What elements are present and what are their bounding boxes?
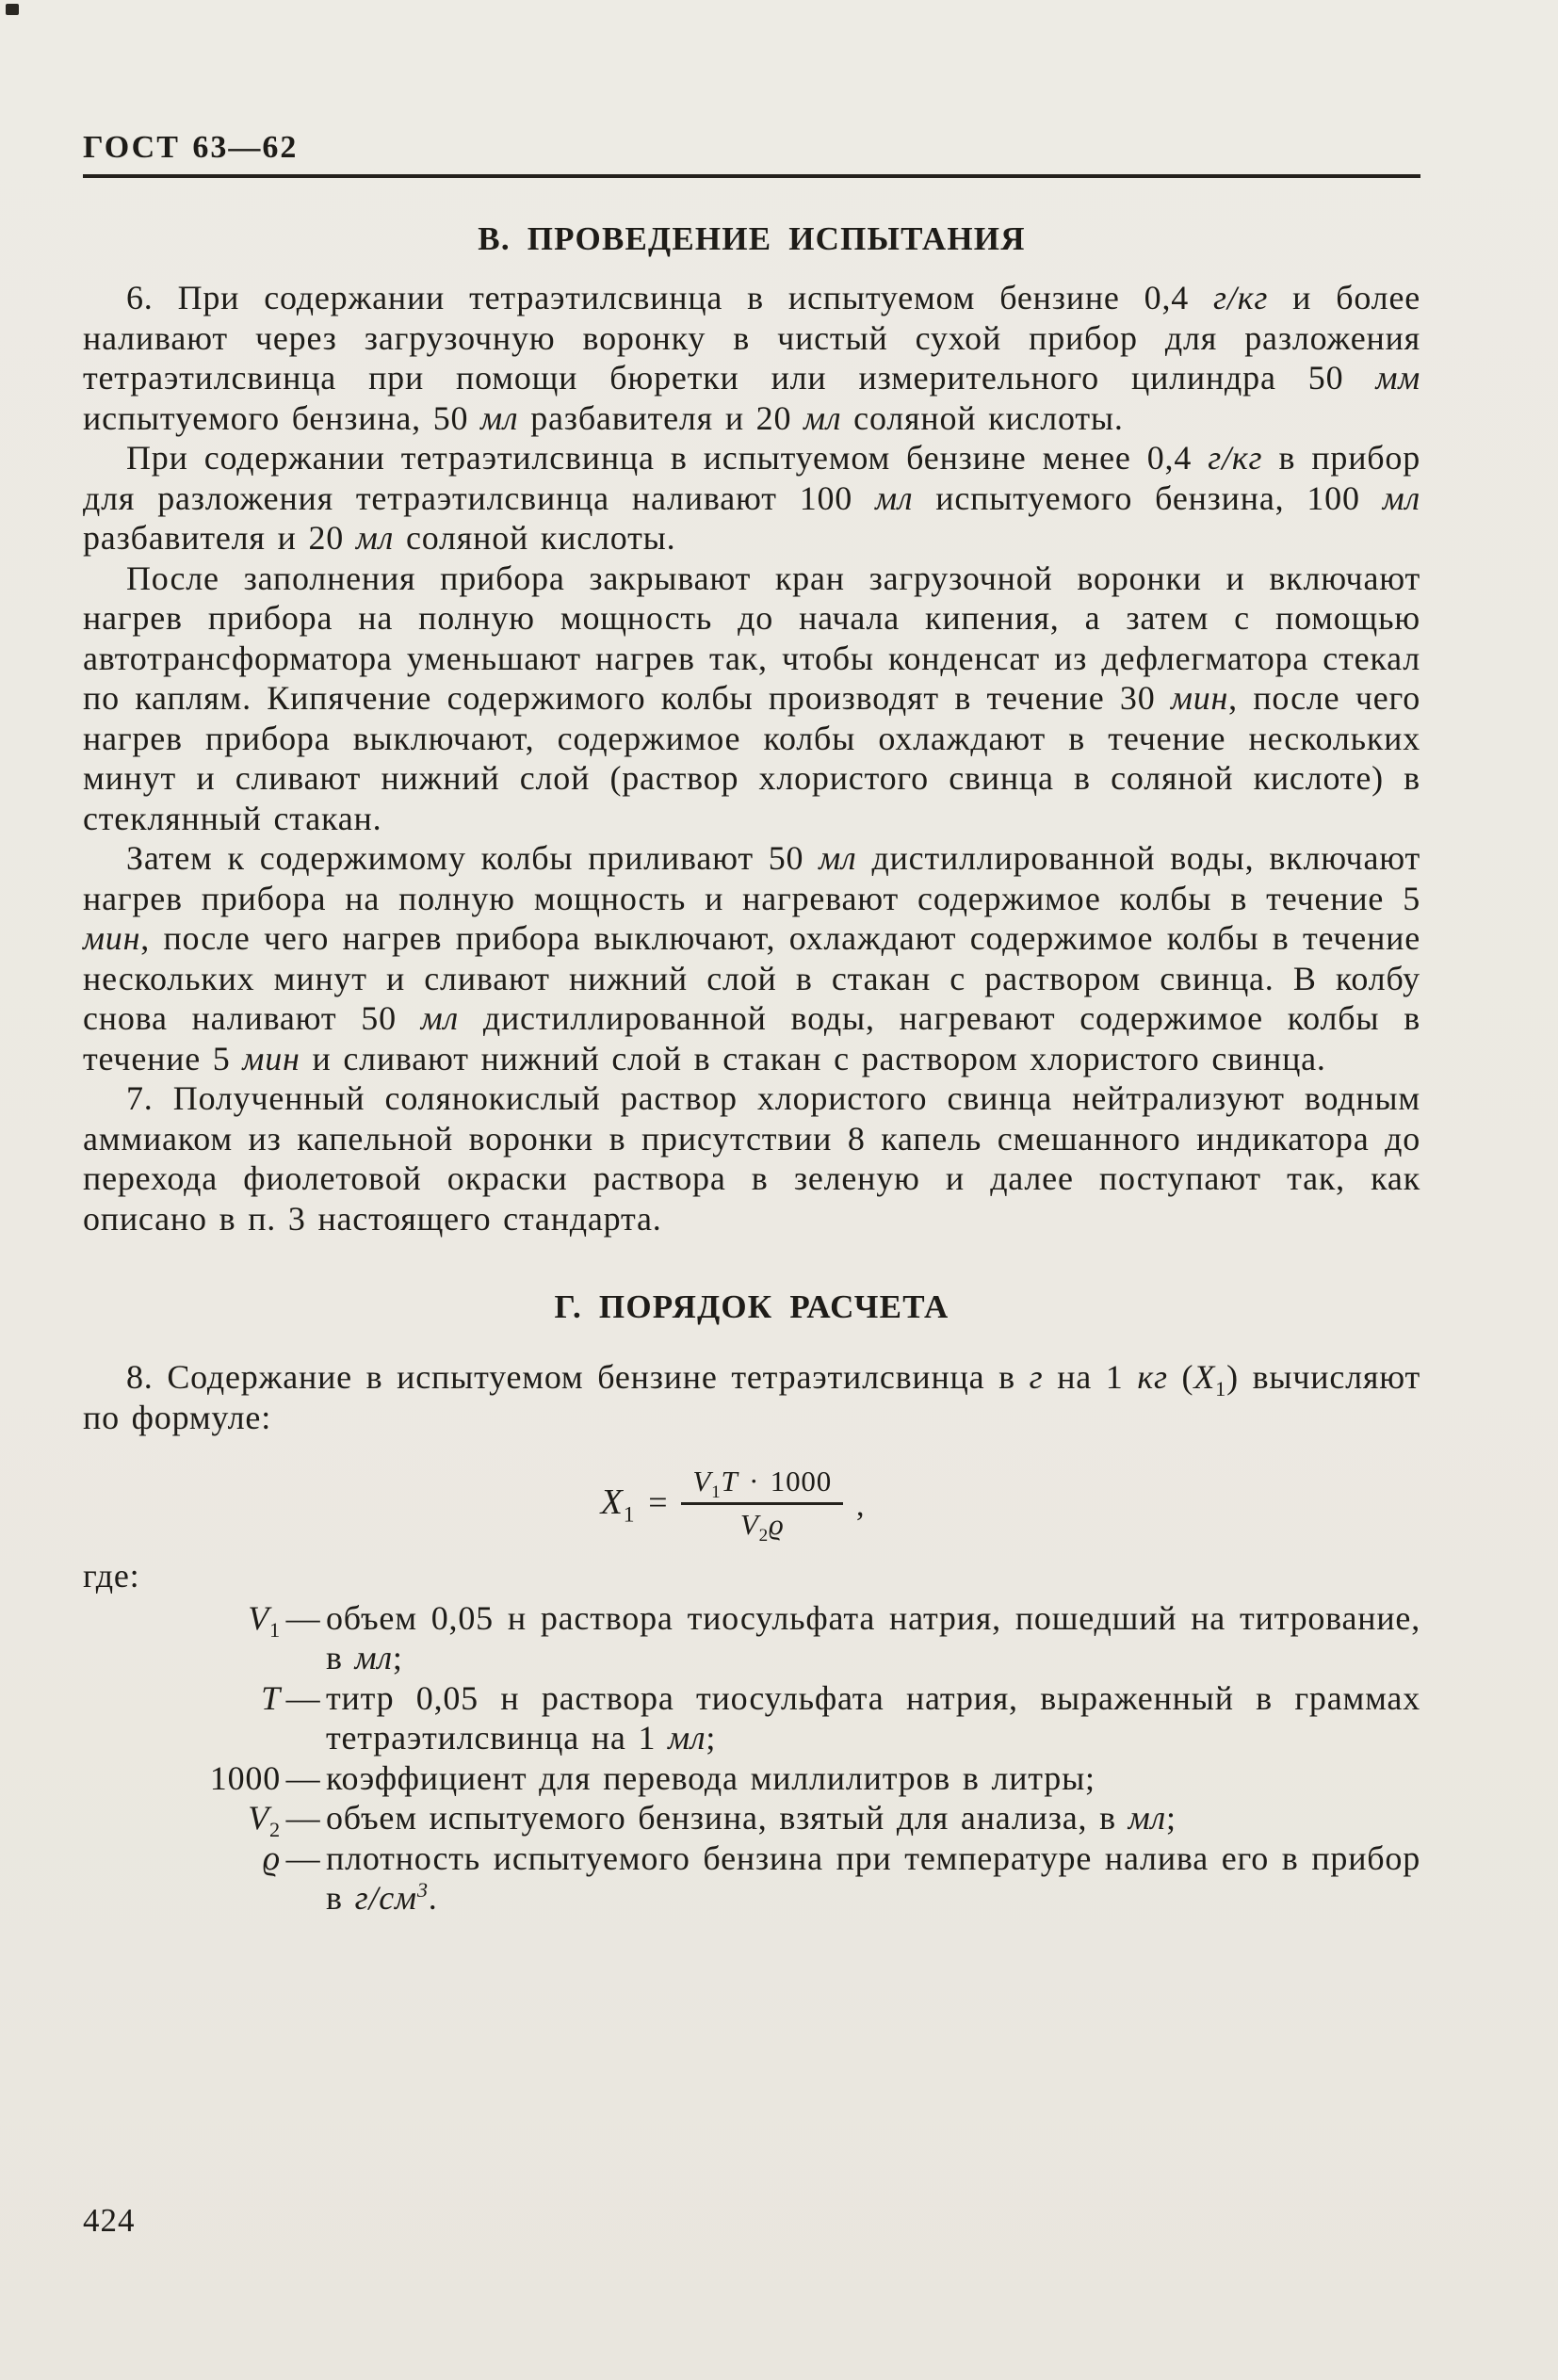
paragraph-7: 7. Полученный солянокислый раствор хлористого свинца нейтрализуют водным аммиаком из капельной воронки в присутствии 8 капель смешанного индикатора до перехода фиолетовой окраски раствора в зеленую и далее поступают так, как описано в п. 3 настоящего стандарта. — [83, 1079, 1420, 1238]
standard-number: ГОСТ 63—62 — [83, 130, 299, 165]
paragraph-8-intro: 8. Содержание в испытуемом бензине тетраэтилсвинца в г на 1 кг $(X_1)$ вычисляют по формуле: — [83, 1358, 1421, 1436]
paragraph-6: 6. При содержании тетраэтилсвинца в испытуемом бензине 0,4 г/кг и более наливают через загрузочную воронку в чистый сухой прибор для разложения тетраэтилсвинца при помощи бюретки или измерительного цилиндра 50 мм испытуемого бензина, 50 мл разбавителя и 20 мл соляной кислоты. — [83, 279, 1420, 437]
definition-term: 1000 — [209, 1758, 281, 1797]
definition-dash: — — [285, 1598, 321, 1637]
definition-term: $V_2$ — [248, 1799, 281, 1842]
formula-denominator: $V_2ϱ$ — [739, 1508, 785, 1546]
definition-row-1000 — [83, 1758, 1420, 1799]
formula-equals-sign: = — [648, 1483, 669, 1522]
definition-dash: — — [285, 1799, 321, 1838]
definition-row-t — [83, 1678, 1420, 1758]
section-g-heading: Г. ПОРЯДОК РАСЧЕТА — [554, 1288, 949, 1325]
definition-row-v1 — [83, 1598, 1420, 1678]
definition-dash: — — [285, 1678, 321, 1717]
scan-artifact — [6, 4, 19, 15]
definition-text: плотность испытуемого бензина при температуре налива его в прибор в $г/см^3$. — [326, 1838, 1420, 1918]
definitions-list — [83, 1598, 1420, 1919]
definition-text: титр 0,05 н раствора тиосульфата натрия, выраженный в граммах тетраэтилсвинца на 1 мл; — [326, 1678, 1420, 1757]
section-b-heading: В. ПРОВЕДЕНИЕ ИСПЫТАНИЯ — [478, 220, 1026, 257]
paragraph-filling-procedure: После заполнения прибора закрывают кран загрузочной воронки и включают нагрев прибора на полную мощность до начала кипения, а затем с помощью автотрансформатора уменьшают нагрев так, чтобы конденсат из дефлегматора стекал по каплям. Кипячение содержимого колбы производят в течение 30 мин, после чего нагрев прибора выключают, содержимое колбы охлаждают в течение нескольких минут и сливают нижний слой (раствор хлористого свинца в соляной кислоте) в стеклянный стакан. — [83, 559, 1421, 837]
formula-numerator: $V_1T \cdot 1000$ — [681, 1465, 843, 1505]
section-b — [83, 219, 1420, 1239]
paragraph-6-continued: При содержании тетраэтилсвинца в испытуемом бензине менее 0,4 г/кг в прибор для разложения тетраэтилсвинца наливают 100 мл испытуемого бензина, 100 мл разбавителя и 20 мл соляной кислоты. — [83, 439, 1420, 557]
page-header — [83, 130, 1420, 178]
definition-row-v2 — [83, 1798, 1420, 1842]
definition-dash: — — [285, 1838, 321, 1877]
definition-term: ϱ — [262, 1838, 281, 1877]
definition-term: T — [261, 1678, 281, 1717]
formula-trailing-comma: , — [856, 1488, 866, 1524]
definition-text: объем 0,05 н раствора тиосульфата натрия, пошедший на титрование, в мл; — [326, 1598, 1420, 1677]
definition-term: $V_1$ — [248, 1598, 281, 1642]
paragraph-distilled-water: Затем к содержимому колбы приливают 50 мл дистиллированной воды, включают нагрев прибора на полную мощность и нагревают содержимое колбы в течение 5 мин, после чего нагрев прибора выключают, охлаждают содержимое колбы в течение нескольких минут и сливают нижний слой в стакан с раствором свинца. В колбу снова наливают 50 мл дистиллированной воды, нагревают содержимое колбы в течение 5 мин и сливают нижний слой в стакан с раствором хлористого свинца. — [83, 839, 1420, 1077]
formula — [83, 1465, 1383, 1546]
formula-lhs: $X_1$ — [600, 1482, 636, 1528]
where-label: где: — [83, 1557, 140, 1595]
definition-text: объем испытуемого бензина, взятый для анализа, в мл; — [326, 1799, 1177, 1838]
header-rule — [83, 174, 1420, 178]
definition-dash: — — [285, 1758, 321, 1797]
definition-row-rho — [83, 1838, 1420, 1919]
formula-fraction — [681, 1465, 843, 1546]
page-number: 424 — [83, 2201, 136, 2239]
definition-text: коэффициент для перевода миллилитров в литры; — [326, 1758, 1095, 1797]
section-g — [83, 1287, 1420, 1919]
